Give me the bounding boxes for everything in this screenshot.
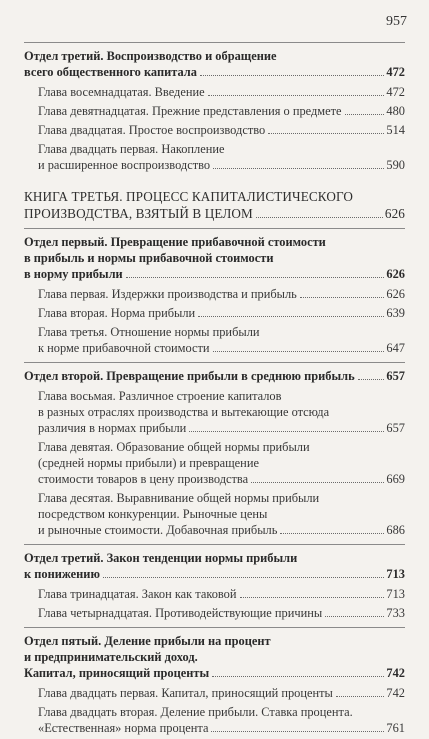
entry-title-line: к норме прибавочной стоимости	[38, 341, 210, 355]
dot-leader	[213, 351, 385, 352]
chapter-entry	[38, 286, 405, 302]
page-reference: 686	[386, 523, 405, 537]
book-heading	[24, 188, 405, 222]
entry-title-line: Отдел третий. Закон тенденции нормы прибыли	[24, 551, 298, 565]
page-reference: 472	[386, 85, 405, 99]
entry-leader-row	[38, 157, 405, 173]
entry-title-line: Глава девятая. Образование общей нормы прибыли	[38, 440, 310, 454]
section-divider	[24, 544, 405, 545]
entry-title-line: к понижению	[24, 567, 100, 581]
part-heading	[24, 368, 405, 384]
entry-title-line: в норму прибыли	[24, 267, 123, 281]
chapter-entry	[38, 84, 405, 100]
page-reference: 472	[386, 65, 405, 79]
section-divider	[24, 627, 405, 628]
page-reference: 713	[386, 567, 405, 581]
entry-title-line: Глава восьмая. Различное строение капиталов	[38, 389, 282, 403]
part-heading	[24, 633, 405, 681]
entry-title-line: Глава четырнадцатая. Противодействующие причины	[38, 606, 323, 620]
page-reference: 657	[386, 369, 405, 383]
entry-title-line: Отдел пятый. Деление прибыли на процент	[24, 634, 271, 648]
dot-leader	[336, 696, 385, 697]
entry-title-line: Глава двадцать первая. Накопление	[38, 142, 225, 156]
section-divider	[24, 362, 405, 363]
page-reference: 480	[386, 104, 405, 118]
dot-leader	[325, 616, 384, 617]
entry-title-line: Отдел второй. Превращение прибыли в среднюю прибыль	[24, 369, 355, 383]
part-heading	[24, 550, 405, 582]
dot-leader	[256, 217, 383, 218]
dot-leader	[251, 482, 384, 483]
chapter-entry	[38, 586, 405, 602]
dot-leader	[189, 431, 384, 432]
chapter-entry	[38, 388, 405, 436]
page-reference: 742	[386, 666, 405, 680]
chapter-entry	[38, 685, 405, 701]
page-reference: 626	[386, 287, 405, 301]
entry-leader-row	[24, 64, 405, 80]
page-reference: 590	[386, 158, 405, 172]
section-divider	[24, 42, 405, 43]
entry-title-line: Капитал, приносящий проценты	[24, 666, 210, 680]
page-reference: 669	[386, 472, 405, 486]
entry-title-line: Глава восемнадцатая. Введение	[38, 85, 205, 99]
chapter-entry	[38, 704, 405, 736]
entry-leader-row	[38, 420, 405, 436]
entry-title-line: Глава двадцатая. Простое воспроизводство	[38, 123, 266, 137]
entry-title-line: «Естественная» норма процента	[38, 721, 209, 735]
entry-title-line: в разных отраслях производства и вытекающие отсюда	[38, 405, 330, 419]
entry-title-line: и рыночные стоимости. Добавочная прибыль	[38, 523, 278, 537]
page-reference: 742	[386, 686, 405, 700]
entry-title-line: Глава вторая. Норма прибыли	[38, 306, 196, 320]
entry-title-line: всего общественного капитала	[24, 65, 197, 79]
entry-leader-row	[38, 471, 405, 487]
entry-leader-row	[24, 266, 405, 282]
entry-leader-row	[38, 340, 405, 356]
page-reference: 626	[386, 267, 405, 281]
page-reference: 657	[386, 421, 405, 435]
dot-leader	[211, 731, 384, 732]
page-reference: 713	[386, 587, 405, 601]
dot-leader	[300, 297, 385, 298]
page-reference: 733	[386, 606, 405, 620]
chapter-entry	[38, 605, 405, 621]
entry-leader-row	[38, 586, 405, 602]
entry-leader-row	[38, 305, 405, 321]
entry-title-line: Глава двадцать первая. Капитал, приносящий проценты	[38, 686, 333, 700]
part-heading	[24, 48, 405, 80]
table-of-contents	[24, 42, 405, 739]
entry-leader-row	[38, 286, 405, 302]
entry-leader-row	[24, 566, 405, 582]
entry-leader-row	[24, 205, 405, 222]
entry-leader-row	[38, 103, 405, 119]
chapter-entry	[38, 324, 405, 356]
dot-leader	[280, 533, 384, 534]
dot-leader	[213, 168, 384, 169]
entry-title-line: в прибыль и нормы прибавочной стоимости	[24, 251, 274, 265]
entry-title-line: и предпринимательский доход.	[24, 650, 198, 664]
entry-title-line: Глава девятнадцатая. Прежние представления о предмете	[38, 104, 342, 118]
entry-title-line: Отдел третий. Воспроизводство и обращение	[24, 49, 277, 63]
chapter-entry	[38, 490, 405, 538]
page-reference: 639	[386, 306, 405, 320]
page-reference: 647	[386, 341, 405, 355]
page-reference: 514	[386, 123, 405, 137]
entry-leader-row	[38, 720, 405, 736]
chapter-entry	[38, 103, 405, 119]
entry-title-line: Глава первая. Издержки производства и прибыль	[38, 287, 297, 301]
entry-title-line: Глава двадцать вторая. Деление прибыли. Ставка процента.	[38, 705, 353, 719]
entry-title-line: различия в нормах прибыли	[38, 421, 187, 435]
entry-title-line: посредством конкуренции. Рыночные цены	[38, 507, 268, 521]
entry-leader-row	[38, 685, 405, 701]
entry-title-line: ПРОИЗВОДСТВА, ВЗЯТЫЙ В ЦЕЛОМ	[24, 206, 253, 221]
dot-leader	[103, 577, 384, 578]
dot-leader	[208, 95, 385, 96]
entry-title-line: Глава третья. Отношение нормы прибыли	[38, 325, 260, 339]
entry-title-line: Отдел первый. Превращение прибавочной стоимости	[24, 235, 326, 249]
dot-leader	[268, 133, 384, 134]
entry-leader-row	[24, 368, 405, 384]
entry-leader-row	[24, 665, 405, 681]
entry-leader-row	[38, 605, 405, 621]
dot-leader	[126, 277, 385, 278]
entry-title-line: (средней нормы прибыли) и превращение	[38, 456, 259, 470]
entry-leader-row	[38, 122, 405, 138]
entry-title-line: стоимости товаров в цену производства	[38, 472, 249, 486]
entry-title-line: Глава десятая. Выравнивание общей нормы прибыли	[38, 491, 320, 505]
entry-leader-row	[38, 522, 405, 538]
page-reference: 761	[386, 721, 405, 735]
entry-title-line: Глава тринадцатая. Закон как таковой	[38, 587, 237, 601]
dot-leader	[200, 75, 384, 76]
chapter-entry	[38, 439, 405, 487]
dot-leader	[212, 676, 384, 677]
page-number: 957	[386, 14, 407, 29]
chapter-entry	[38, 305, 405, 321]
entry-title-line: КНИГА ТРЕТЬЯ. ПРОЦЕСС КАПИТАЛИСТИЧЕСКОГО	[24, 189, 353, 204]
chapter-entry	[38, 122, 405, 138]
dot-leader	[240, 597, 385, 598]
entry-leader-row	[38, 84, 405, 100]
dot-leader	[345, 114, 385, 115]
entry-title-line: и расширенное воспроизводство	[38, 158, 211, 172]
page-reference: 626	[384, 206, 405, 221]
chapter-entry	[38, 141, 405, 173]
dot-leader	[198, 316, 384, 317]
dot-leader	[358, 379, 385, 380]
part-heading	[24, 234, 405, 282]
section-divider	[24, 228, 405, 229]
